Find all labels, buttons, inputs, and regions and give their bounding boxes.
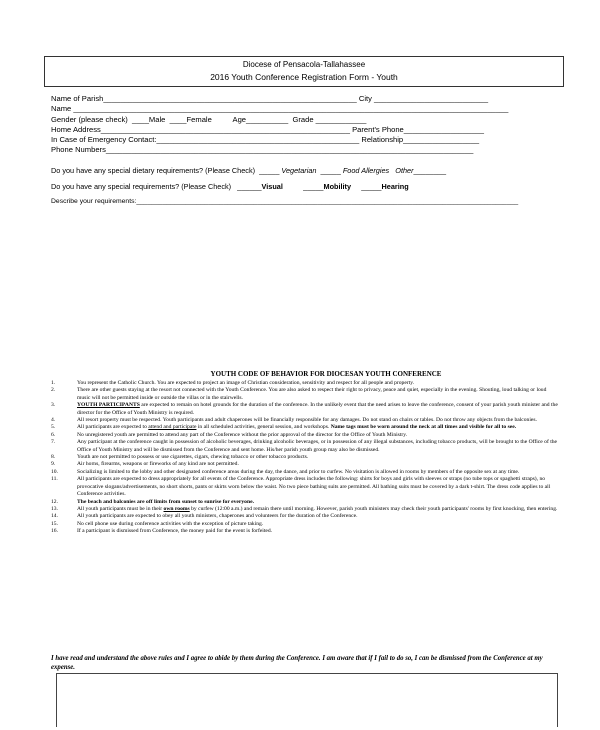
- rule-text: All youth participants must be in their own rooms by curfew (12:00 a.m.) and remain there until morning. However, parish youth ministers may check their youth participants' rooms by first knocking, then entering.: [77, 505, 558, 512]
- hearing-option: Hearing: [381, 182, 409, 191]
- vegetarian-option: Vegetarian: [281, 166, 317, 175]
- describe-requirements-field[interactable]: Describe your requirements:_____________________________________________________________________________________________________: [51, 198, 519, 205]
- rule-item: [51, 521, 561, 528]
- rule-text: All participants are expected to attend and participate in all scheduled activities, general session, and workshops. Name tags must be worn around the neck at all times and visible for all to see.: [77, 424, 517, 431]
- rule-number: 6.: [51, 431, 56, 438]
- rule-text: All youth participants are expected to obey all youth ministers, chaperones and volunteers for the duration of the Conference.: [77, 513, 358, 520]
- access-check-hint: (Please Check): [181, 182, 232, 191]
- rule-item: [51, 476, 561, 498]
- rule-item: [51, 461, 561, 468]
- acknowledgement-statement: I have read and understand the above rules and I agree to abide by them during the Conference. I am aware that if I fail to do so, I can be dismissed from the Conference at my expense.: [51, 655, 543, 671]
- address-phone-field[interactable]: Home Address___________________________________________________________ Parent's Phone___________________: [51, 124, 485, 134]
- rule-item: [51, 387, 561, 402]
- rule-item: [51, 424, 561, 431]
- rule-text: YOUTH PARTICIPANTS are expected to remain on hotel grounds for the duration of the conference. In the unlikely event that the need arises to leave the conference, consent of your parish youth minister and the director for the Office of Youth Ministry is required.: [77, 402, 558, 416]
- rule-item: [51, 499, 561, 506]
- rule-text: Air horns, firearms, weapons or fireworks of any kind are not permitted.: [77, 461, 239, 468]
- rule-number: 13.: [51, 505, 58, 512]
- dietary-blank-1[interactable]: _____: [255, 166, 282, 175]
- rule-number: 1.: [51, 380, 56, 386]
- dietary-question[interactable]: [51, 166, 446, 175]
- diocese-name: Diocese of Pensacola-Tallahassee: [242, 60, 366, 69]
- access-blank-2[interactable]: _____: [282, 182, 324, 191]
- rule-text: All participants are expected to dress appropriately for all events of the Conference. Appropriate dress includes the following: shirts for boys and girls with sleeves or straps (no tube tops or spaghetti straps), no provocative slogans/advertisements, no short shorts, pants or skirts worn below the waist. No two piece bathing suits are permitted. All bathing suits must be covered by a dark t-shirt. The dress code applies to all Conference activities.: [77, 476, 551, 498]
- rule-number: 7.: [51, 439, 56, 446]
- access-blank-1[interactable]: ______: [231, 182, 262, 191]
- visual-option: Visual: [261, 182, 283, 191]
- rule-text: Any participant at the conference caught in possession of alcoholic beverages, drinking alcoholic beverages, or in possession of any illegal substances, including tobacco products, will be brought to the Office of the Office of Youth Ministry and will be dismissed from the Conference and sent home. His/her parish youth group may also be dismissed.: [77, 439, 558, 453]
- form-header: [44, 56, 564, 87]
- dietary-blank-2[interactable]: _____: [316, 166, 343, 175]
- other-option: Other: [395, 166, 414, 175]
- rule-number: 10.: [51, 468, 58, 475]
- rule-text: You represent the Catholic Church. You are expected to project an image of Christian consideration, sensitivity and respect for all people and property.: [77, 380, 415, 386]
- rule-item: [51, 513, 561, 520]
- gender-age-grade-field[interactable]: Gender (please check) ____Male ____Female Age__________ Grade ____________: [51, 114, 367, 124]
- signature-box[interactable]: [56, 673, 558, 727]
- name-field[interactable]: Name _______________________________________________________________________________________________________: [51, 104, 509, 114]
- access-blank-3[interactable]: _____: [351, 182, 382, 191]
- form-title: 2016 Youth Conference Registration Form - Youth: [210, 72, 398, 82]
- rule-text: There are other guests staying at the resort not connected with the Youth Conference. You are also asked to respect their right to privacy, peace and quiet, especially in the evening. Shouting, loud talking or loud music will not be permitted inside or outside the villas or in the stairwells.: [77, 387, 547, 401]
- rule-number: 2.: [51, 387, 56, 394]
- rule-text: Socializing is limited to the lobby and other designated conference areas during the day, the dance, and prior to curfew. No visitation is allowed in rooms by members of the opposite sex at any time.: [77, 468, 520, 475]
- code-of-behavior: [51, 370, 561, 536]
- registration-fields: [51, 94, 571, 156]
- rule-number: 16.: [51, 528, 58, 535]
- parish-city-field[interactable]: Name of Parish____________________________________________________________ City ___________________________: [51, 94, 489, 103]
- rule-item: [51, 528, 561, 535]
- rule-text: Youth are not permitted to possess or use cigarettes, cigars, chewing tobacco or other tobacco products.: [77, 454, 309, 461]
- rule-text: No cell phone use during conference activities with the exception of picture taking.: [77, 520, 264, 527]
- rule-item: [51, 439, 561, 454]
- phone-numbers-field[interactable]: Phone Numbers_______________________________________________________________________________________: [51, 145, 474, 155]
- rule-text: If a participant is dismissed from Conference, the money paid for the event is forfeited.: [77, 528, 273, 535]
- rule-number: 14.: [51, 513, 58, 520]
- access-question[interactable]: [51, 182, 409, 191]
- rule-text: No unregistered youth are permitted to attend any part of the Conference without the prior approval of the director for the Office of Youth Ministry.: [77, 431, 408, 438]
- rule-number: 11.: [51, 476, 58, 483]
- rule-item: [51, 417, 561, 424]
- rule-text: The beach and balconies are off limits from sunset to sunrise for everyone.: [77, 498, 254, 505]
- rule-item: [51, 402, 561, 417]
- other-blank[interactable]: ________: [413, 166, 446, 175]
- rule-number: 15.: [51, 520, 58, 527]
- rule-number: 3.: [51, 402, 56, 409]
- emergency-contact-field[interactable]: In Case of Emergency Contact:________________________________________________ Relationship__________________: [51, 135, 480, 145]
- rule-number: 5.: [51, 424, 56, 431]
- rule-number: 4.: [51, 417, 56, 424]
- dietary-label: Do you have any special dietary requirements?: [51, 166, 206, 175]
- rule-number: 12.: [51, 498, 58, 505]
- rules-list: [51, 380, 561, 536]
- code-title: YOUTH CODE OF BEHAVIOR FOR DIOCESAN YOUTH CONFERENCE: [210, 370, 442, 378]
- rule-text: All resort property must be respected. Youth participants and adult chaperones will be financially responsible for any damages. Do not stand on chairs or tables. Do not throw any objects from the balconies.: [77, 417, 537, 424]
- food-allergies-option: Food Allergies: [342, 166, 390, 175]
- access-label: Do you have any special requirements?: [51, 182, 182, 191]
- mobility-option: Mobility: [323, 182, 352, 191]
- dietary-check-hint: (Please Check): [205, 166, 256, 175]
- rule-number: 9.: [51, 461, 56, 468]
- rule-number: 8.: [51, 454, 56, 461]
